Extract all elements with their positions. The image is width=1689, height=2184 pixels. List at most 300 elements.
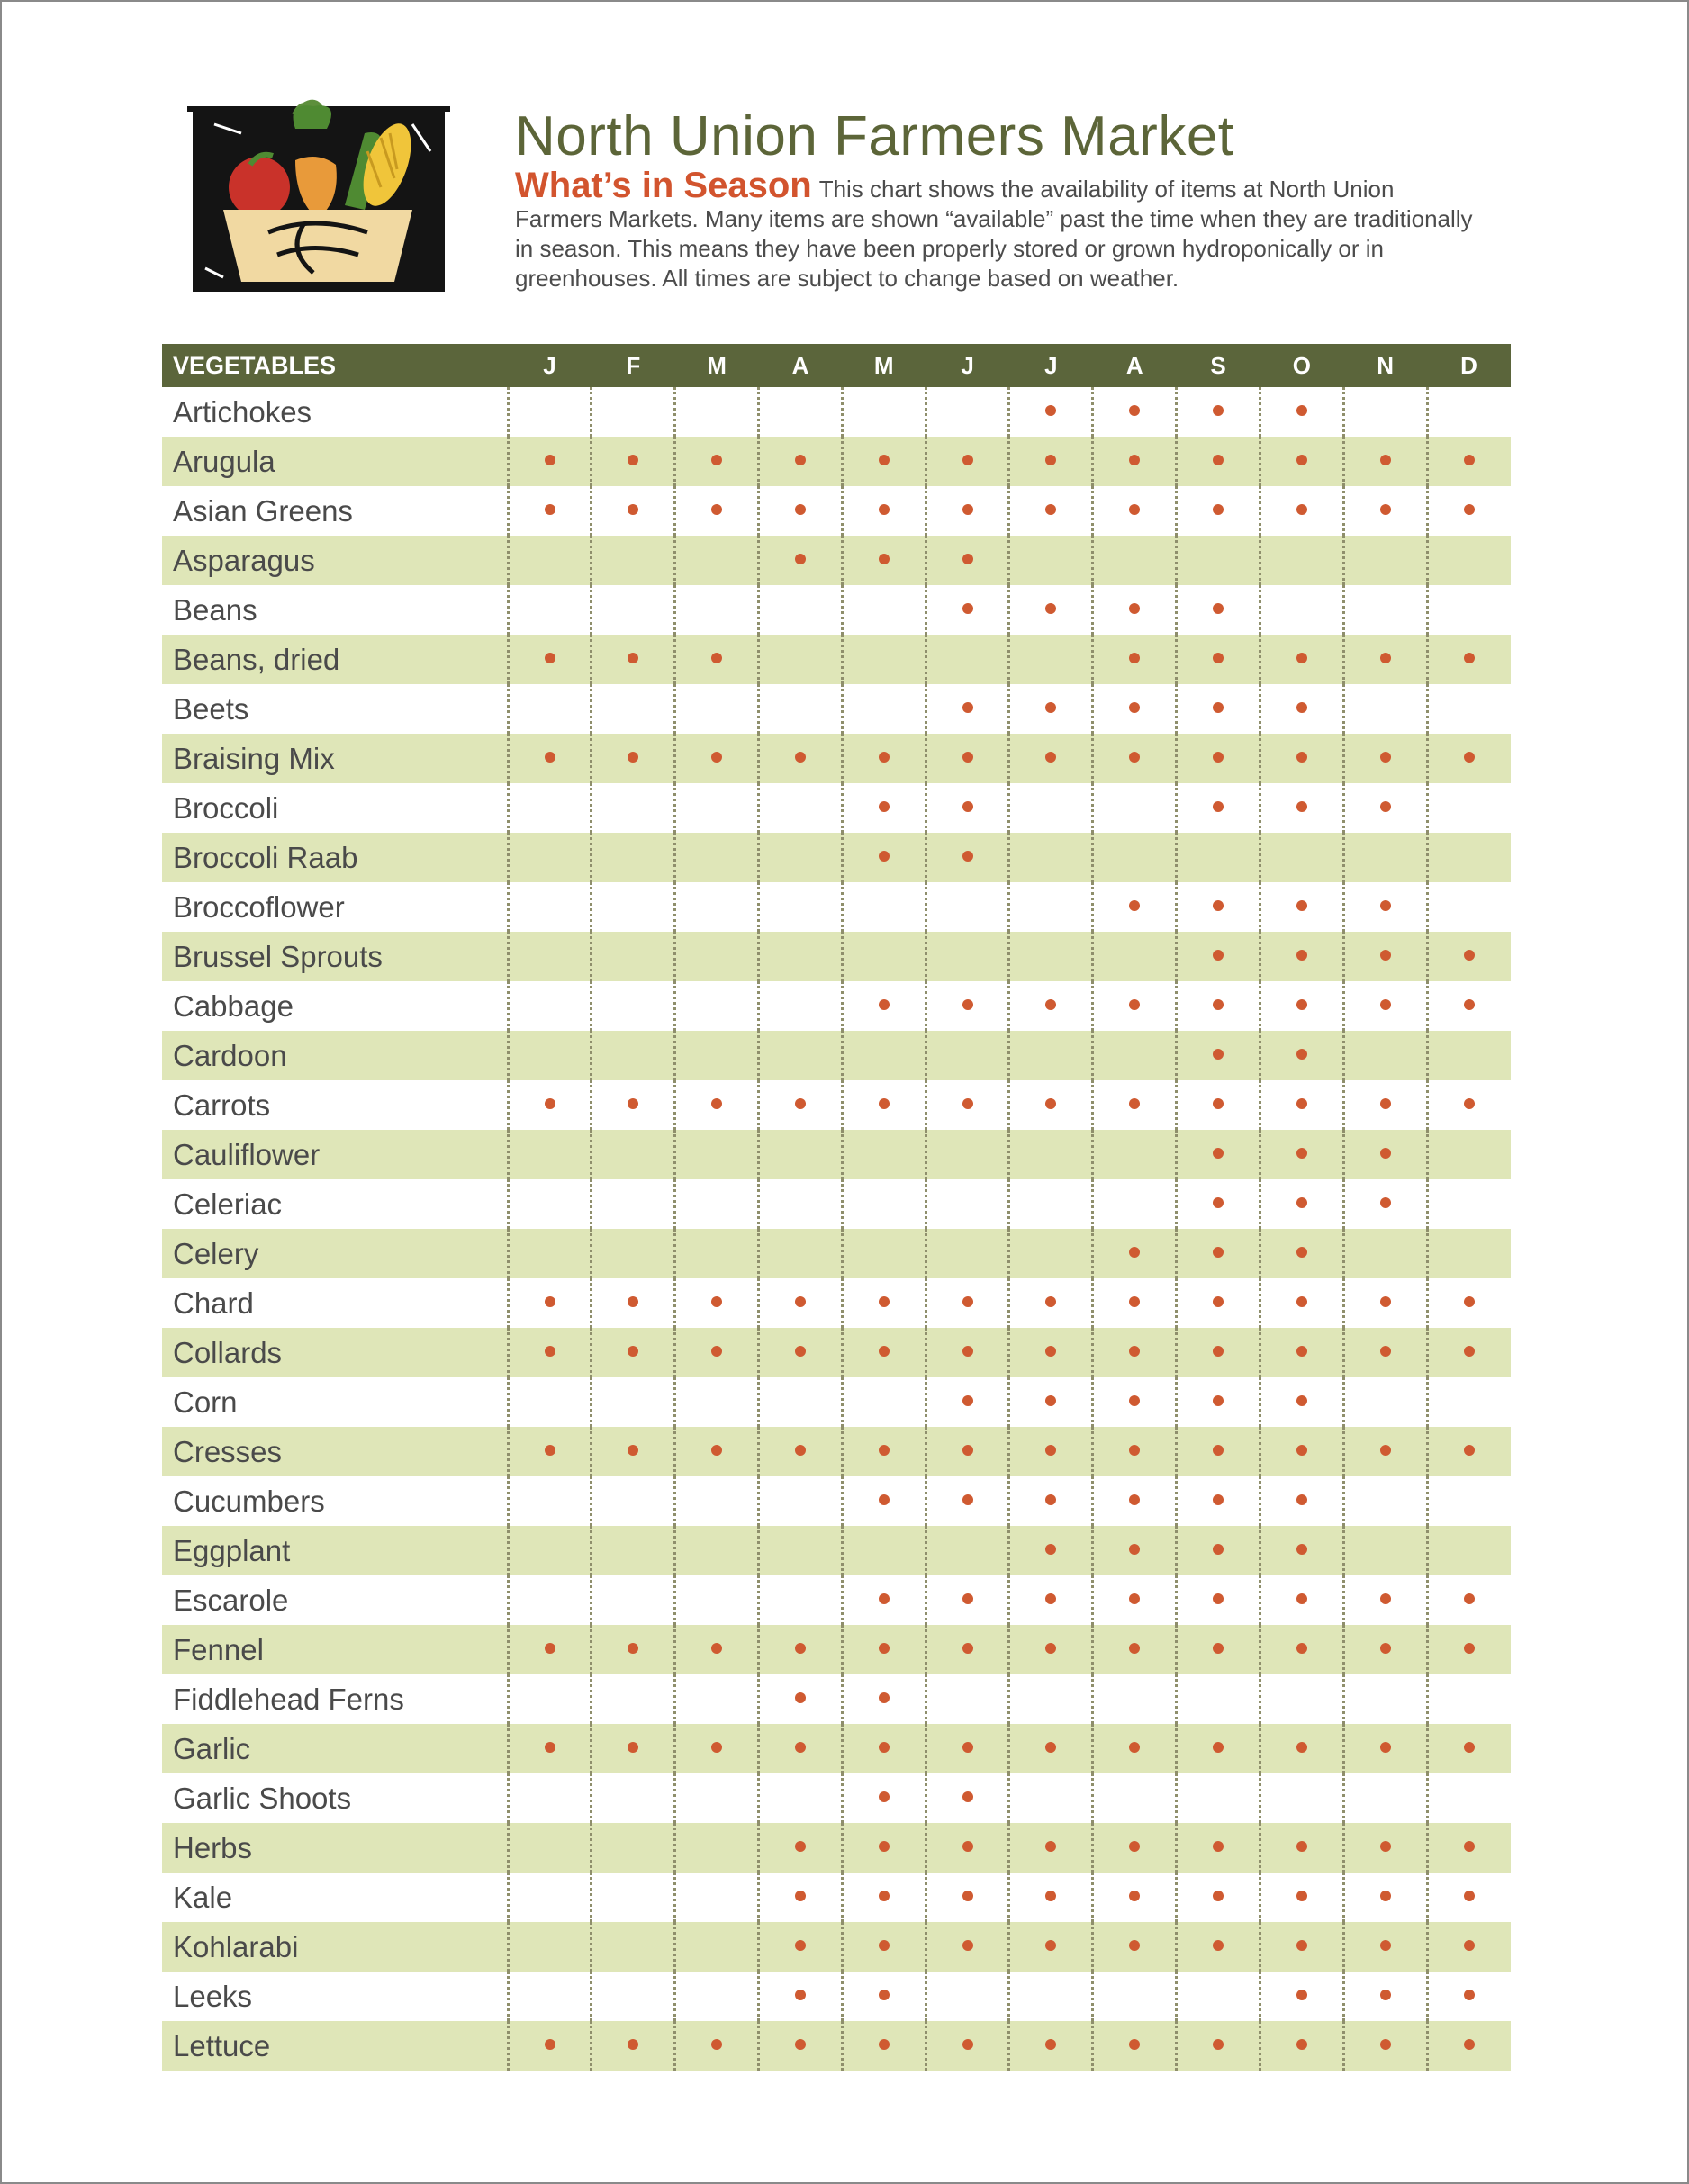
available-dot-icon xyxy=(1380,1197,1391,1208)
month-cell xyxy=(1093,387,1177,437)
month-cell xyxy=(1177,1526,1260,1575)
month-cell xyxy=(1343,1674,1427,1724)
month-cell xyxy=(675,1377,759,1427)
month-cell xyxy=(1093,635,1177,684)
month-cell xyxy=(1427,1674,1511,1724)
month-cell xyxy=(759,684,843,734)
month-cell xyxy=(1427,882,1511,932)
month-cell xyxy=(1009,1724,1093,1773)
month-cell xyxy=(1093,536,1177,585)
month-cell xyxy=(1343,1972,1427,2021)
month-cell xyxy=(592,1476,675,1526)
month-cell xyxy=(1343,1575,1427,1625)
available-dot-icon xyxy=(1464,752,1475,763)
month-cell xyxy=(1177,1229,1260,1278)
month-cell xyxy=(1009,585,1093,635)
month-cell xyxy=(842,1773,926,1823)
available-dot-icon xyxy=(1380,1296,1391,1307)
available-dot-icon xyxy=(1380,1990,1391,2000)
available-dot-icon xyxy=(1129,1445,1140,1456)
available-dot-icon xyxy=(795,1841,806,1852)
month-cell xyxy=(1009,1130,1093,1179)
month-cell xyxy=(1427,1031,1511,1080)
available-dot-icon xyxy=(879,1494,890,1505)
month-cell xyxy=(759,2021,843,2071)
month-cell xyxy=(842,1724,926,1773)
month-cell xyxy=(1343,536,1427,585)
month-cell xyxy=(1009,1972,1093,2021)
available-dot-icon xyxy=(879,1841,890,1852)
table-row xyxy=(162,882,1511,932)
available-dot-icon xyxy=(1296,405,1307,416)
month-cell xyxy=(926,734,1009,783)
month-cell xyxy=(1009,1674,1093,1724)
available-dot-icon xyxy=(1129,1346,1140,1357)
available-dot-icon xyxy=(1129,1593,1140,1604)
month-cell xyxy=(926,1080,1009,1130)
table-row xyxy=(162,1526,1511,1575)
available-dot-icon xyxy=(1129,1891,1140,1901)
available-dot-icon xyxy=(1380,950,1391,961)
available-dot-icon xyxy=(711,653,722,663)
available-dot-icon xyxy=(1464,1346,1475,1357)
month-cell xyxy=(759,1080,843,1130)
vegetable-name: Lettuce xyxy=(162,2021,508,2071)
month-cell xyxy=(1260,486,1343,536)
vegetable-name: Fiddlehead Ferns xyxy=(173,1682,404,1716)
available-dot-icon xyxy=(795,1891,806,1901)
available-dot-icon xyxy=(1213,702,1224,713)
month-cell xyxy=(592,1922,675,1972)
available-dot-icon xyxy=(962,1891,973,1901)
month-cell xyxy=(842,1377,926,1427)
month-cell xyxy=(508,1972,592,2021)
month-cell xyxy=(759,882,843,932)
month-cell xyxy=(1093,1130,1177,1179)
month-cell xyxy=(1177,932,1260,981)
month-cell xyxy=(926,1724,1009,1773)
month-cell xyxy=(926,783,1009,833)
month-cell xyxy=(926,536,1009,585)
month-cell xyxy=(1093,1377,1177,1427)
month-cell xyxy=(759,387,843,437)
vegetable-name: Beans, dried xyxy=(162,635,508,684)
available-dot-icon xyxy=(1129,752,1140,763)
available-dot-icon xyxy=(1296,1891,1307,1901)
available-dot-icon xyxy=(711,1643,722,1654)
month-cell xyxy=(508,437,592,486)
month-cell xyxy=(926,882,1009,932)
month-cell xyxy=(926,1427,1009,1476)
month-cell xyxy=(1177,1278,1260,1328)
available-dot-icon xyxy=(1213,1098,1224,1109)
available-dot-icon xyxy=(545,1098,555,1109)
available-dot-icon xyxy=(1129,1296,1140,1307)
month-cell xyxy=(592,585,675,635)
intro-text xyxy=(515,166,1478,293)
month-header: O xyxy=(1260,344,1343,387)
month-cell xyxy=(842,2021,926,2071)
month-cell xyxy=(592,1773,675,1823)
available-dot-icon xyxy=(962,1841,973,1852)
available-dot-icon xyxy=(545,1742,555,1753)
available-dot-icon xyxy=(1129,653,1140,663)
category-header: VEGETABLES xyxy=(162,344,508,387)
month-cell xyxy=(508,1476,592,1526)
available-dot-icon xyxy=(962,1296,973,1307)
month-cell xyxy=(675,1476,759,1526)
month-cell xyxy=(1260,1873,1343,1922)
month-cell xyxy=(1093,1625,1177,1674)
table-row xyxy=(162,1130,1511,1179)
available-dot-icon xyxy=(879,2039,890,2050)
month-cell xyxy=(926,1328,1009,1377)
month-cell xyxy=(1427,1328,1511,1377)
available-dot-icon xyxy=(1296,1544,1307,1555)
month-cell xyxy=(1427,1922,1511,1972)
month-cell xyxy=(508,1674,592,1724)
available-dot-icon xyxy=(1213,1940,1224,1951)
month-cell xyxy=(592,882,675,932)
month-cell xyxy=(1093,882,1177,932)
month-cell xyxy=(1177,1427,1260,1476)
month-cell xyxy=(1009,734,1093,783)
available-dot-icon xyxy=(1464,950,1475,961)
month-cell xyxy=(508,783,592,833)
month-header: D xyxy=(1427,344,1511,387)
month-cell xyxy=(1343,585,1427,635)
month-cell xyxy=(842,833,926,882)
available-dot-icon xyxy=(1464,455,1475,465)
available-dot-icon xyxy=(879,554,890,564)
page-title: North Union Farmers Market xyxy=(515,105,1234,167)
available-dot-icon xyxy=(1380,653,1391,663)
table-row xyxy=(162,585,1511,635)
month-cell xyxy=(926,1575,1009,1625)
available-dot-icon xyxy=(1045,1643,1056,1654)
month-cell xyxy=(1260,1476,1343,1526)
month-cell xyxy=(1427,1526,1511,1575)
month-cell xyxy=(592,684,675,734)
month-cell xyxy=(1343,1526,1427,1575)
month-cell xyxy=(675,1773,759,1823)
available-dot-icon xyxy=(1129,504,1140,515)
month-cell xyxy=(1260,783,1343,833)
month-header: F xyxy=(592,344,675,387)
month-cell xyxy=(1343,1427,1427,1476)
month-cell xyxy=(675,585,759,635)
available-dot-icon xyxy=(711,1742,722,1753)
available-dot-icon xyxy=(795,1098,806,1109)
month-cell xyxy=(1343,981,1427,1031)
month-cell xyxy=(926,684,1009,734)
vegetable-name: Collards xyxy=(162,1328,508,1377)
available-dot-icon xyxy=(711,752,722,763)
month-cell xyxy=(1260,1724,1343,1773)
available-dot-icon xyxy=(1380,1445,1391,1456)
month-cell xyxy=(1093,1773,1177,1823)
month-cell xyxy=(1427,1476,1511,1526)
vegetable-name: Herbs xyxy=(162,1823,508,1873)
available-dot-icon xyxy=(1464,1841,1475,1852)
month-cell xyxy=(842,932,926,981)
available-dot-icon xyxy=(1296,900,1307,911)
available-dot-icon xyxy=(962,1445,973,1456)
available-dot-icon xyxy=(795,1692,806,1703)
available-dot-icon xyxy=(1464,999,1475,1010)
month-cell xyxy=(1343,387,1427,437)
available-dot-icon xyxy=(1213,900,1224,911)
month-cell xyxy=(1177,1922,1260,1972)
month-cell xyxy=(1009,882,1093,932)
month-cell xyxy=(592,1278,675,1328)
available-dot-icon xyxy=(1213,1197,1224,1208)
available-dot-icon xyxy=(1464,1643,1475,1654)
available-dot-icon xyxy=(1380,1593,1391,1604)
month-cell xyxy=(1343,833,1427,882)
available-dot-icon xyxy=(879,1346,890,1357)
available-dot-icon xyxy=(1213,603,1224,614)
month-cell xyxy=(842,1328,926,1377)
month-cell xyxy=(759,1972,843,2021)
month-cell xyxy=(759,486,843,536)
month-cell xyxy=(1009,1476,1093,1526)
month-cell xyxy=(1343,1179,1427,1229)
available-dot-icon xyxy=(879,1296,890,1307)
available-dot-icon xyxy=(1213,1148,1224,1159)
vegetable-name: Cauliflower xyxy=(162,1130,508,1179)
available-dot-icon xyxy=(1296,1346,1307,1357)
month-cell xyxy=(1177,437,1260,486)
available-dot-icon xyxy=(1296,1940,1307,1951)
month-cell xyxy=(1260,2021,1343,2071)
month-cell xyxy=(1343,1823,1427,1873)
vegetable-name: Kale xyxy=(173,1880,233,1914)
month-cell xyxy=(1427,1724,1511,1773)
month-cell xyxy=(1177,783,1260,833)
available-dot-icon xyxy=(962,851,973,862)
month-cell xyxy=(842,486,926,536)
month-cell xyxy=(1177,833,1260,882)
table-row xyxy=(162,783,1511,833)
month-cell xyxy=(1009,1575,1093,1625)
available-dot-icon xyxy=(1129,455,1140,465)
month-cell xyxy=(1093,981,1177,1031)
month-cell xyxy=(1427,932,1511,981)
available-dot-icon xyxy=(795,1296,806,1307)
available-dot-icon xyxy=(1296,1197,1307,1208)
month-cell xyxy=(1177,1031,1260,1080)
available-dot-icon xyxy=(795,504,806,515)
table-row xyxy=(162,734,1511,783)
available-dot-icon xyxy=(1296,653,1307,663)
month-cell xyxy=(1343,1328,1427,1377)
vegetable-name: Corn xyxy=(173,1385,238,1419)
month-cell xyxy=(1093,684,1177,734)
month-cell xyxy=(1343,1873,1427,1922)
month-cell xyxy=(675,1031,759,1080)
available-dot-icon xyxy=(1129,1098,1140,1109)
month-cell xyxy=(1177,1328,1260,1377)
available-dot-icon xyxy=(1296,801,1307,812)
available-dot-icon xyxy=(879,851,890,862)
month-cell xyxy=(675,1674,759,1724)
table-row xyxy=(162,981,1511,1031)
month-cell xyxy=(1093,1526,1177,1575)
available-dot-icon xyxy=(1045,752,1056,763)
month-cell xyxy=(1343,1080,1427,1130)
available-dot-icon xyxy=(1129,1940,1140,1951)
vegetable-name: Cresses xyxy=(162,1427,508,1476)
month-cell xyxy=(759,1724,843,1773)
vegetable-name: Beans xyxy=(173,592,257,627)
month-cell xyxy=(592,1031,675,1080)
month-cell xyxy=(842,1575,926,1625)
month-cell xyxy=(508,635,592,684)
month-cell xyxy=(1177,1773,1260,1823)
vegetable-name: Garlic xyxy=(162,1724,508,1773)
month-cell xyxy=(1260,1625,1343,1674)
month-cell xyxy=(842,1823,926,1873)
available-dot-icon xyxy=(711,2039,722,2050)
month-cell xyxy=(1009,1773,1093,1823)
available-dot-icon xyxy=(879,1791,890,1802)
month-cell xyxy=(592,1873,675,1922)
month-cell xyxy=(1260,1575,1343,1625)
available-dot-icon xyxy=(1045,1296,1056,1307)
vegetable-name: Artichokes xyxy=(173,394,312,429)
available-dot-icon xyxy=(1464,1445,1475,1456)
month-cell xyxy=(842,882,926,932)
month-cell xyxy=(759,437,843,486)
month-cell xyxy=(1343,1724,1427,1773)
month-cell xyxy=(1260,734,1343,783)
month-cell xyxy=(675,486,759,536)
available-dot-icon xyxy=(962,801,973,812)
month-cell xyxy=(1343,635,1427,684)
available-dot-icon xyxy=(962,752,973,763)
available-dot-icon xyxy=(628,653,638,663)
available-dot-icon xyxy=(1213,1643,1224,1654)
month-cell xyxy=(592,1377,675,1427)
month-cell xyxy=(508,1179,592,1229)
month-cell xyxy=(926,635,1009,684)
month-cell xyxy=(926,437,1009,486)
month-cell xyxy=(926,387,1009,437)
month-cell xyxy=(1093,1229,1177,1278)
month-cell xyxy=(1427,1873,1511,1922)
table-row xyxy=(162,1476,1511,1526)
month-cell xyxy=(1093,1575,1177,1625)
month-cell xyxy=(759,1229,843,1278)
month-cell xyxy=(1093,1674,1177,1724)
month-cell xyxy=(1343,1773,1427,1823)
available-dot-icon xyxy=(1045,999,1056,1010)
available-dot-icon xyxy=(1296,1494,1307,1505)
available-dot-icon xyxy=(545,1346,555,1357)
available-dot-icon xyxy=(1296,1049,1307,1060)
available-dot-icon xyxy=(1380,1841,1391,1852)
available-dot-icon xyxy=(795,1742,806,1753)
available-dot-icon xyxy=(879,1940,890,1951)
month-cell xyxy=(592,734,675,783)
month-cell xyxy=(1427,1823,1511,1873)
month-cell xyxy=(1177,1972,1260,2021)
month-cell xyxy=(842,1625,926,1674)
vegetable-name: Carrots xyxy=(173,1087,271,1122)
month-cell xyxy=(1009,833,1093,882)
month-cell xyxy=(1427,1229,1511,1278)
month-cell xyxy=(1427,1625,1511,1674)
available-dot-icon xyxy=(1380,999,1391,1010)
available-dot-icon xyxy=(1213,1049,1224,1060)
month-cell xyxy=(759,635,843,684)
month-cell xyxy=(675,1922,759,1972)
available-dot-icon xyxy=(879,801,890,812)
available-dot-icon xyxy=(1296,1742,1307,1753)
month-cell xyxy=(842,1080,926,1130)
month-cell xyxy=(926,2021,1009,2071)
available-dot-icon xyxy=(1380,900,1391,911)
month-cell xyxy=(1177,1575,1260,1625)
vegetable-name: Cucumbers xyxy=(173,1484,325,1518)
month-cell xyxy=(1009,486,1093,536)
vegetable-name: Eggplant xyxy=(162,1526,508,1575)
vegetable-name: Escarole xyxy=(173,1583,289,1617)
available-dot-icon xyxy=(962,603,973,614)
vegetable-name: Cardoon xyxy=(162,1031,508,1080)
month-cell xyxy=(759,783,843,833)
available-dot-icon xyxy=(1129,999,1140,1010)
table-row xyxy=(162,1377,1511,1427)
month-cell xyxy=(508,882,592,932)
month-cell xyxy=(1260,684,1343,734)
month-cell xyxy=(1009,1625,1093,1674)
available-dot-icon xyxy=(711,1445,722,1456)
month-cell xyxy=(842,1278,926,1328)
month-cell xyxy=(1343,932,1427,981)
available-dot-icon xyxy=(1296,1247,1307,1258)
month-cell xyxy=(1427,1377,1511,1427)
month-cell xyxy=(1343,486,1427,536)
available-dot-icon xyxy=(628,1742,638,1753)
table-row xyxy=(162,1328,1511,1377)
month-cell xyxy=(1009,437,1093,486)
available-dot-icon xyxy=(1045,1742,1056,1753)
table-row xyxy=(162,1823,1511,1873)
month-header: M xyxy=(675,344,759,387)
available-dot-icon xyxy=(795,455,806,465)
month-cell xyxy=(1093,783,1177,833)
month-cell xyxy=(592,536,675,585)
table-row xyxy=(162,1229,1511,1278)
month-cell xyxy=(592,437,675,486)
available-dot-icon xyxy=(1380,504,1391,515)
available-dot-icon xyxy=(628,752,638,763)
month-cell xyxy=(759,1922,843,1972)
month-cell xyxy=(759,1427,843,1476)
table-row xyxy=(162,437,1511,486)
available-dot-icon xyxy=(1296,1395,1307,1406)
available-dot-icon xyxy=(1213,405,1224,416)
month-cell xyxy=(675,734,759,783)
month-cell xyxy=(926,1823,1009,1873)
month-cell xyxy=(592,1972,675,2021)
month-cell xyxy=(508,1427,592,1476)
vegetable-name: Leeks xyxy=(173,1979,253,2013)
vegetable-name: Broccoli Raab xyxy=(162,833,508,882)
description: This chart shows the availability of items at North Union Farmers Markets. Many items are shown “available” past the time when they are traditionally in season. This means they have been properly stored or grown hydroponically or in greenhouses. All times are subject to change based on weather. xyxy=(515,176,1473,292)
